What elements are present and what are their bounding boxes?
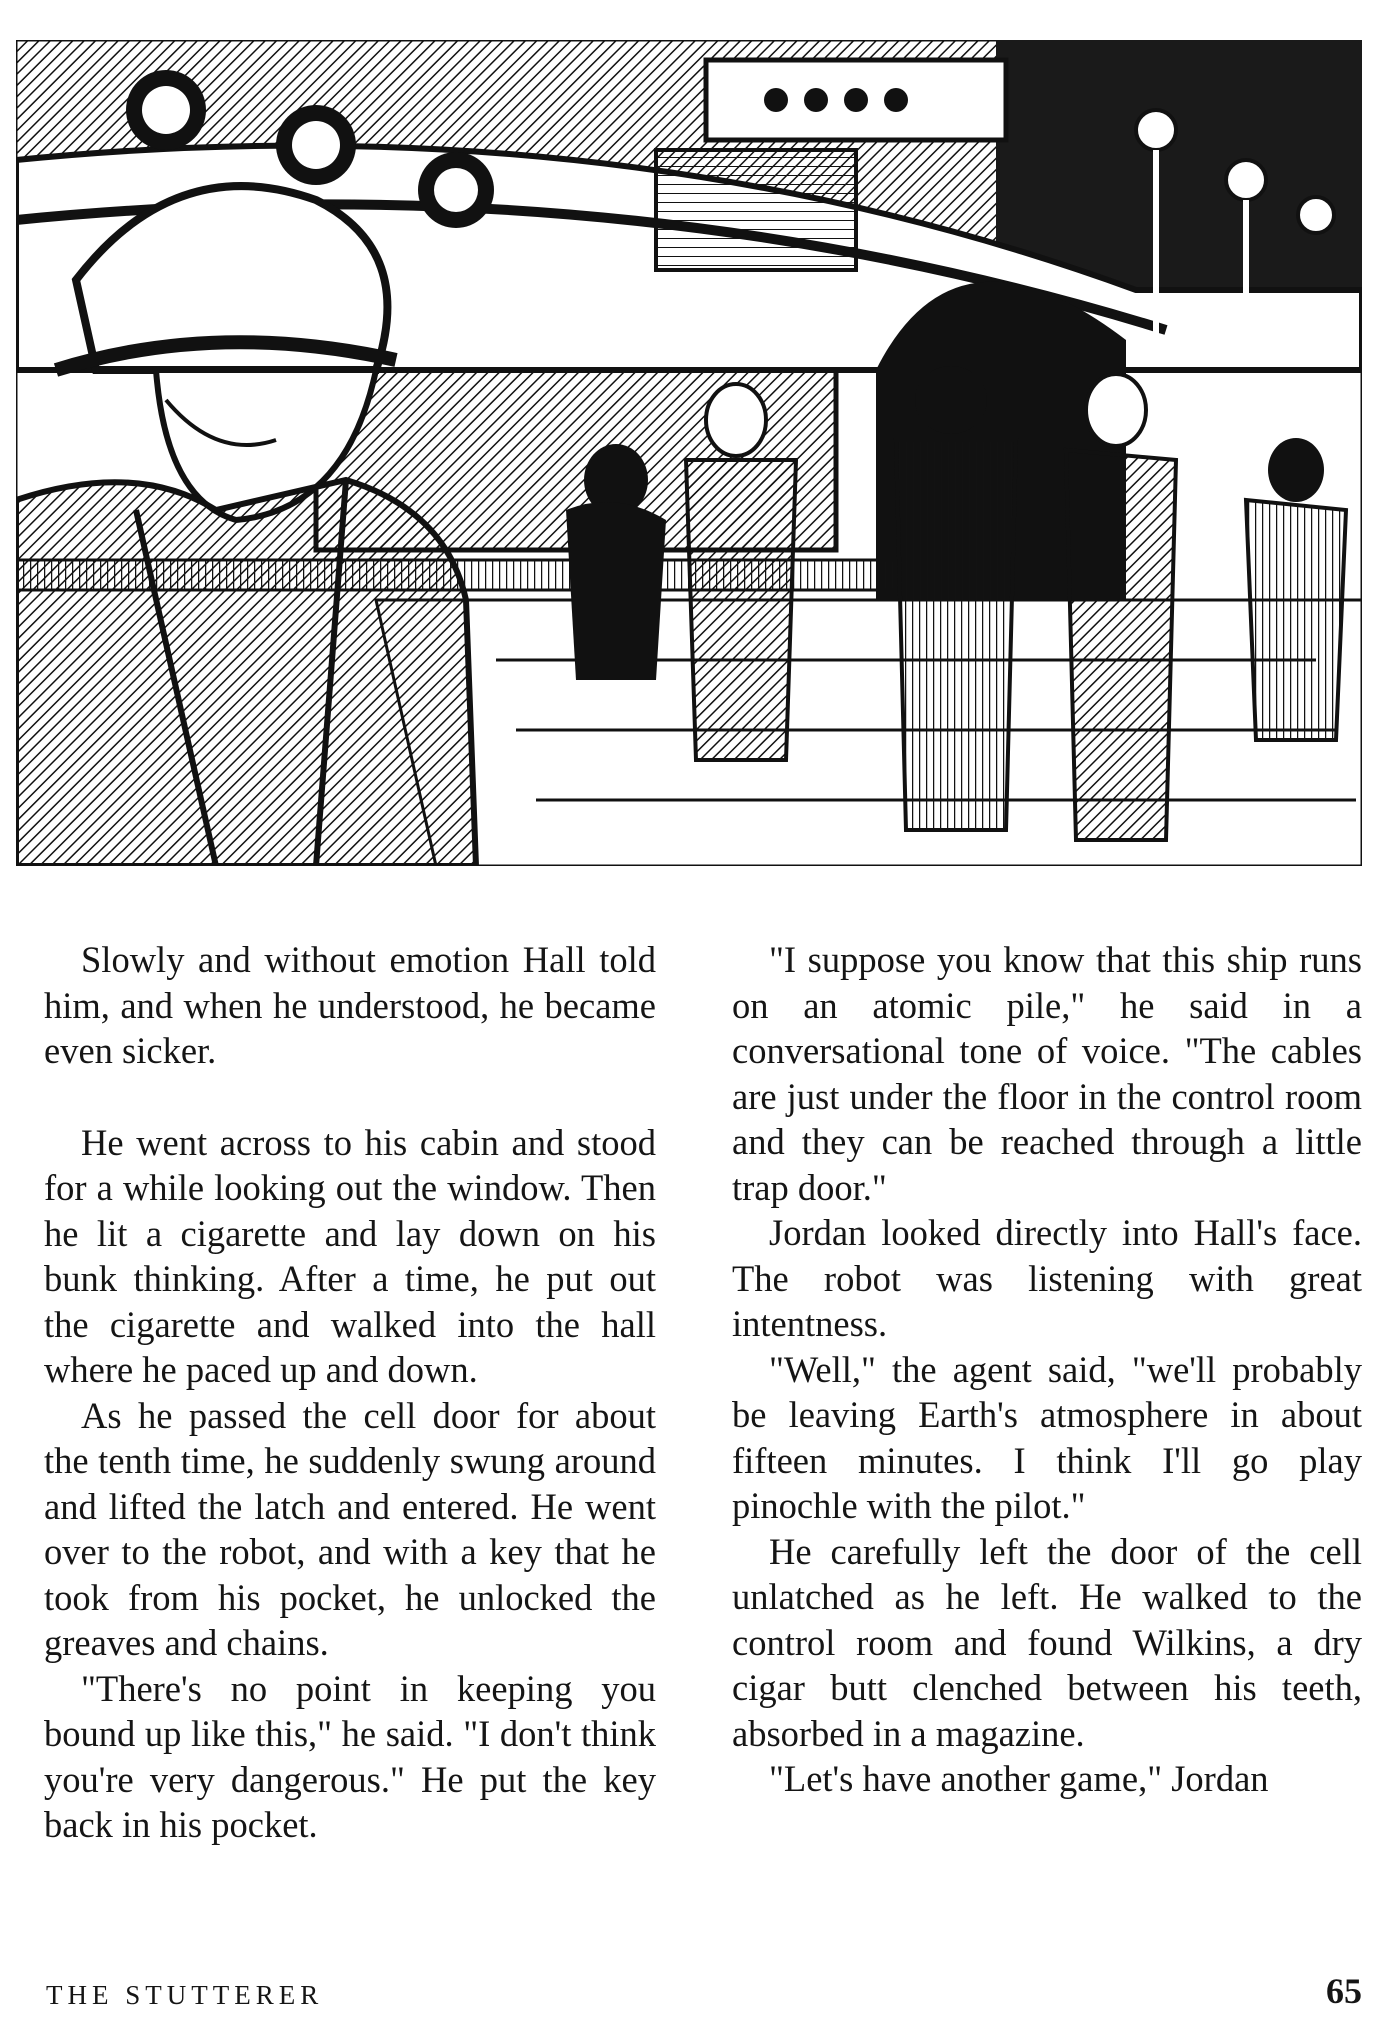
paragraph: "I suppose you know that this ship runs on an atomic pile," he said in a conversational tone of voice. "The cables are just under the floor in the control room and they can be reached through a little trap door."	[732, 939, 1362, 1208]
paragraph: As he passed the cell door for about the tenth time, he suddenly swung around and lifted the latch and entered. He went over to the robot, and with a key that he took from his pocket, he unlocked the greaves and chains.	[44, 1394, 656, 1663]
paragraph: Jordan looked directly into Hall's face. The robot was listening with great intentness.	[732, 1212, 1362, 1344]
paragraph: "There's no point in keeping you bound up like this," he said. "I don't think you're very dangerous." He put the key back in his pocket.	[44, 1667, 656, 1845]
paragraph: He went across to his cabin and stood for a while looking out the window. Then he lit a cigarette and lay down on his bunk thinking. After a time, he put out the cigarette and walked into the hall where he paced up and down.	[44, 1121, 656, 1390]
page-number: 65	[1326, 1971, 1362, 2011]
left-text-column	[44, 937, 656, 1848]
paragraph: "Let's have another game," Jordan	[769, 1758, 1269, 1799]
story-illustration	[16, 40, 1362, 866]
paragraph: "Well," the agent said, "we'll probably be leaving Earth's atmosphere in about fifteen minutes. I think I'll go play pinochle with the pilot."	[732, 1348, 1362, 1526]
running-title: THE STUTTERER	[46, 1980, 324, 2010]
paragraph: He carefully left the door of the cell unlatched as he left. He walked to the control room and found Wilkins, a dry cigar butt clenched between his teeth, absorbed in a magazine.	[732, 1530, 1362, 1754]
pulp-illustration-icon	[16, 40, 1362, 866]
right-text-column	[732, 937, 1362, 1802]
paragraph: Slowly and without emotion Hall told him, and when he understood, he became even sicker.	[44, 939, 656, 1071]
